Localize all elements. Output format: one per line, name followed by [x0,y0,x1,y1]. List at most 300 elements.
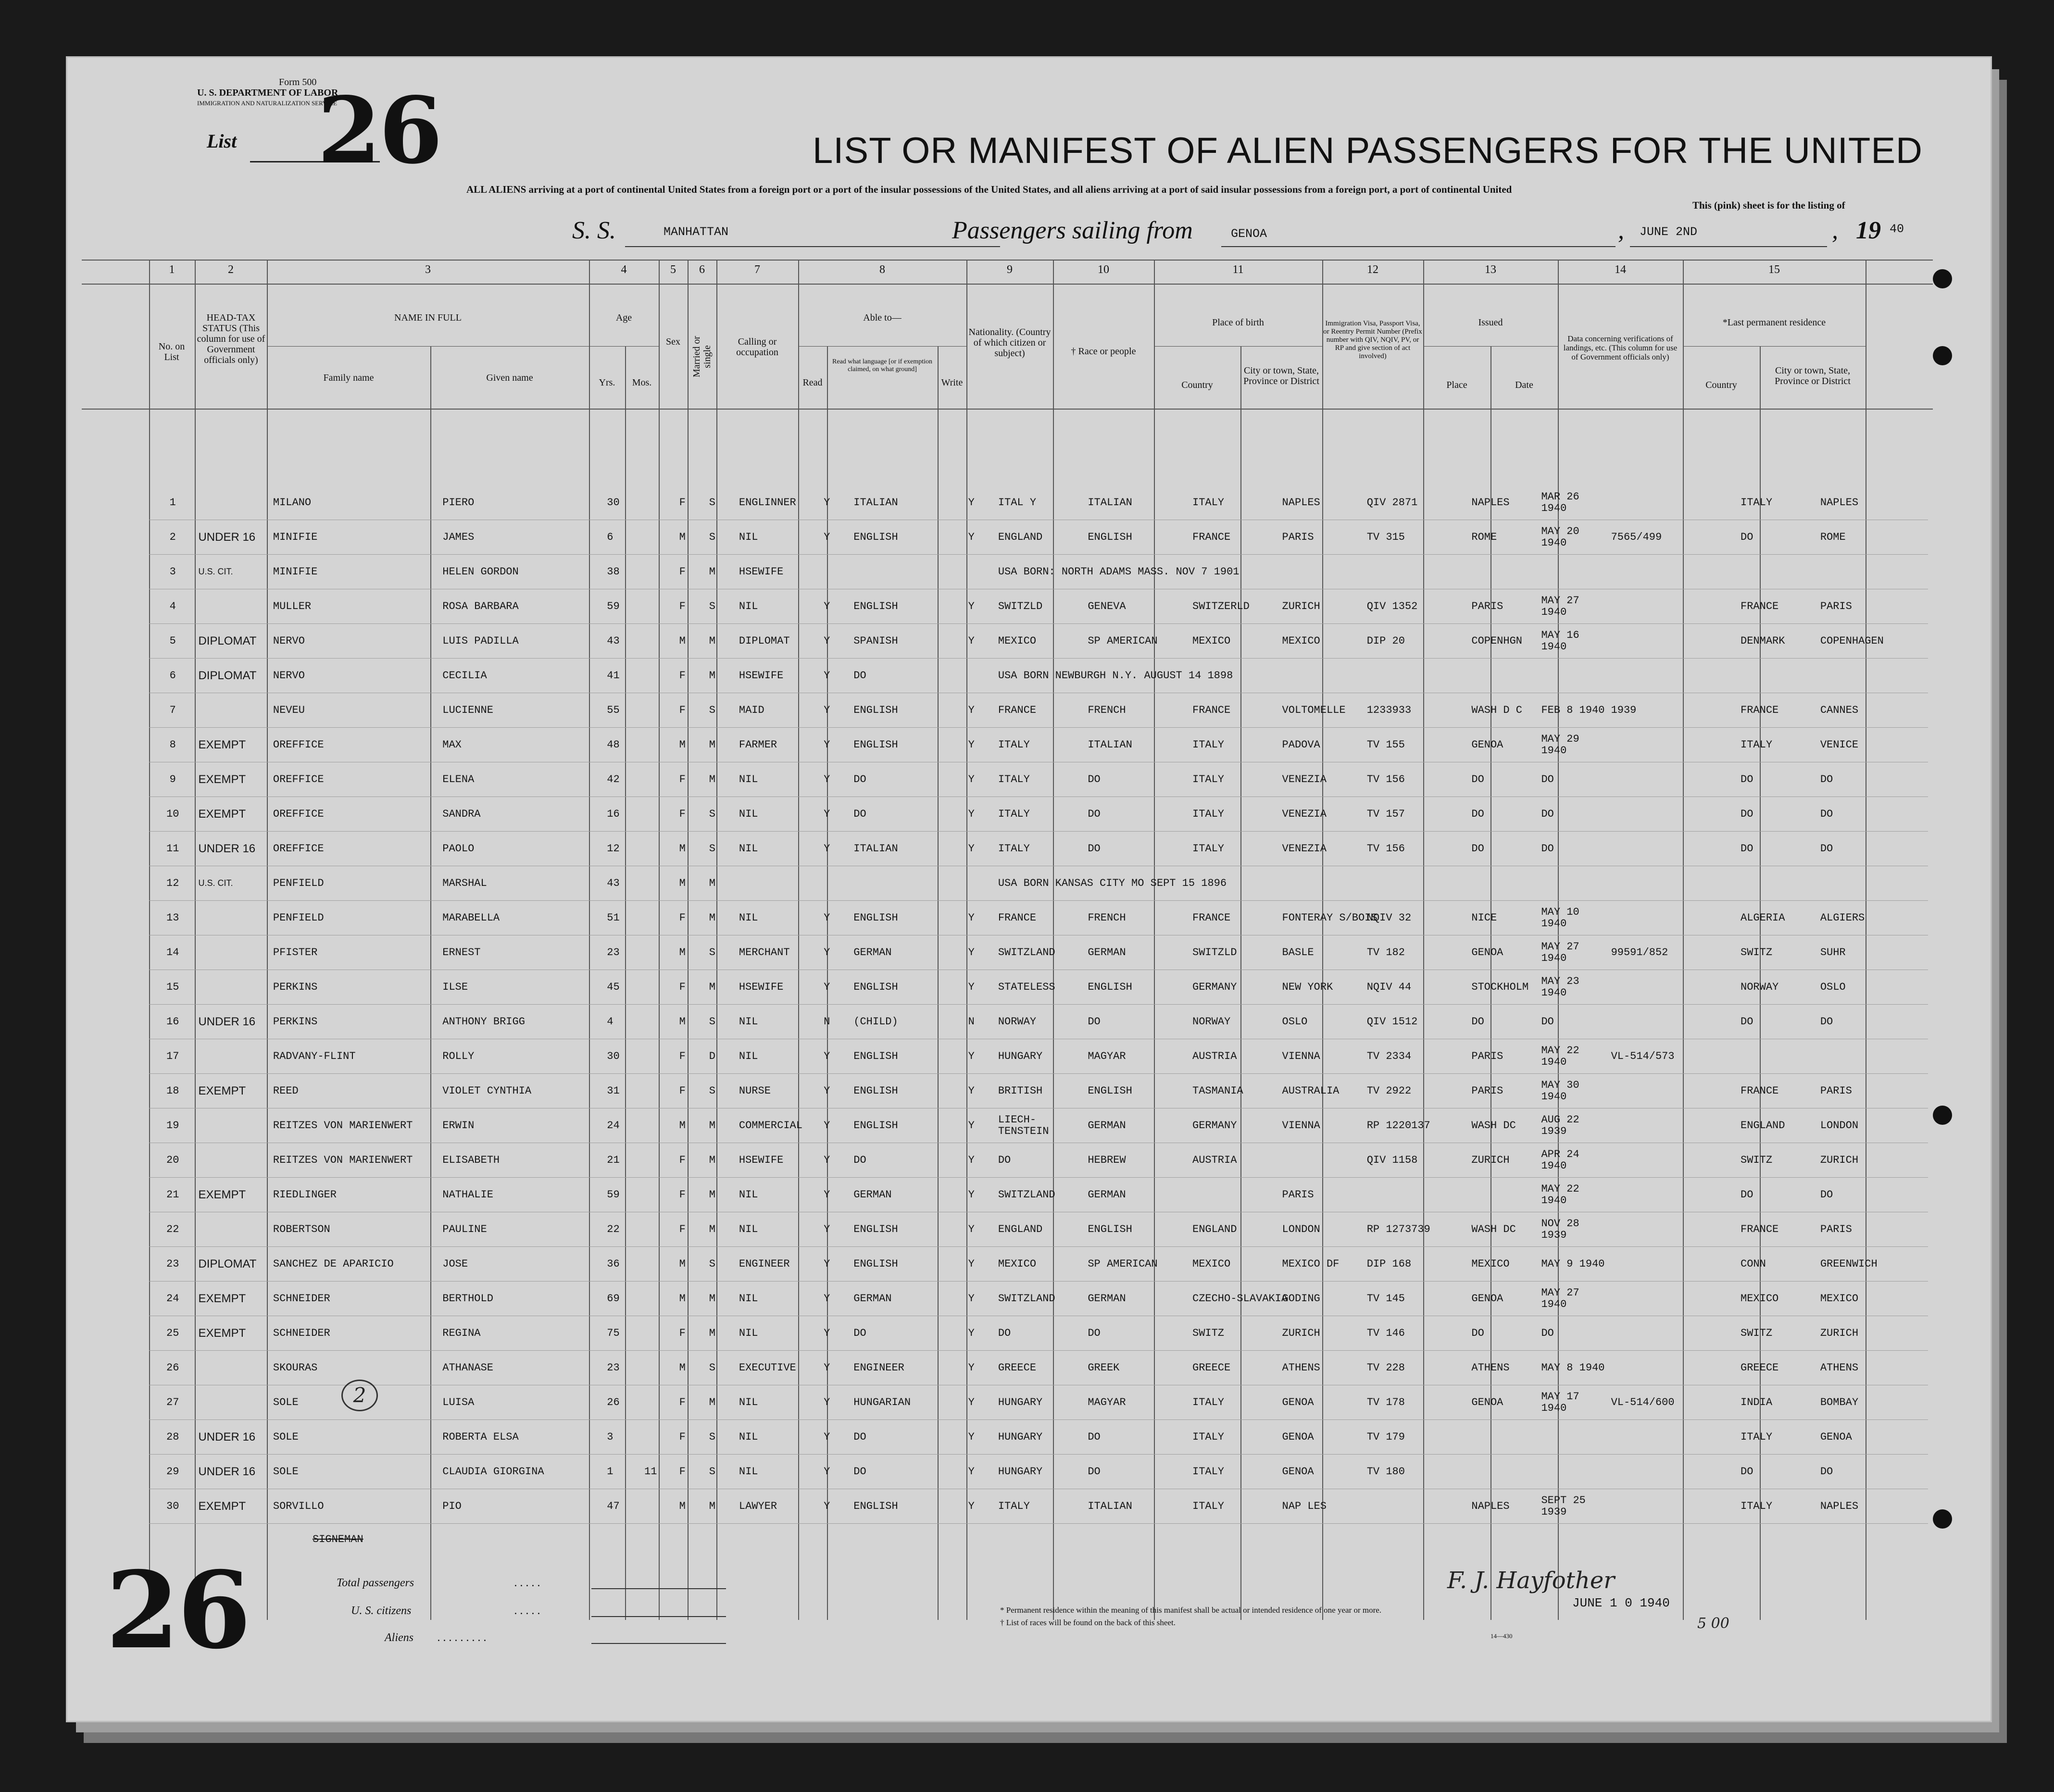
row-number: 8 [169,739,176,751]
birth-city: NAP LES [1282,1500,1327,1512]
issued-date: MAR 26 1940 [1541,490,1579,514]
given-name: ERNEST [442,946,481,958]
given-name: REGINA [442,1327,481,1339]
nationality: FRANCE [998,704,1037,716]
occupation: DIPLOMAT [739,635,790,647]
race: SP AMERICAN [1088,635,1158,647]
can-write: Y [968,1258,975,1270]
head-tax-status: U.S. CIT. [198,878,233,888]
row-number: 10 [166,808,179,820]
col-num: 3 [425,263,431,276]
issued-date: DO [1541,808,1554,820]
issued-date: DO [1541,842,1554,855]
family-name: MILANO [273,497,312,509]
birth-city: PARIS [1282,1189,1314,1201]
head-tax-status: DIPLOMAT [198,1257,257,1270]
race: ITALIAN [1088,1500,1132,1512]
table-row [149,1074,1928,1108]
family-name: REED [273,1085,299,1097]
age-months [642,1212,677,1247]
issued-date [1539,1420,1609,1455]
visa-number: TV 178 [1366,1396,1405,1408]
can-read: Y [824,1293,830,1305]
subtitle-line2: This (pink) sheet is for the listing of [1692,199,1845,211]
sex: F [679,981,686,993]
col-header-family: Family name [323,373,374,383]
birth-city: VENEZIA [1282,843,1327,855]
birth-country: SWITZERLD [1192,600,1250,612]
col-header-married: Married or single [691,336,713,378]
verification-data [1609,901,1739,935]
read-language: DO [853,670,866,682]
family-name: PFISTER [273,946,318,958]
issued-date: DO [1541,1327,1554,1339]
head-tax-status: DIPLOMAT [198,669,257,682]
service-name: IMMIGRATION AND NATURALIZATION SERVICE [197,100,338,107]
age-years: 4 [607,1016,614,1028]
birth-city: GODING [1282,1293,1320,1305]
row-number: 29 [166,1466,179,1478]
read-language: ENGLISH [853,704,898,716]
occupation: HSEWIFE [739,566,784,578]
residence-city: CANNES [1820,704,1859,716]
birth-city: VENEZIA [1282,773,1327,785]
family-name: MINIFIE [273,566,318,578]
residence-city: MEXICO [1820,1293,1859,1305]
residence-city: LONDON [1820,1120,1859,1132]
col-num: 1 [169,263,175,276]
issued-place [1469,1420,1539,1455]
race: ENGLISH [1088,981,1132,993]
verification-data [1609,832,1739,866]
col-header-sex: Sex [666,336,680,347]
age-months [642,485,677,520]
given-name: ROSA BARBARA [442,600,519,612]
issued-place: ZURICH [1471,1154,1510,1166]
row-number: 16 [166,1016,179,1028]
sex: F [679,1431,686,1443]
birth-country: TASMANIA [1192,1085,1243,1097]
visa-number: RP 1220137 [1366,1120,1430,1132]
can-write: Y [968,1050,975,1062]
binder-hole [1933,1106,1952,1125]
col-header-visa: Immigration Visa, Passport Visa, or Reentry Permit Number (Prefix number with QIV, NQIV, PV, or RP and give section of act involved) [1323,320,1422,360]
subhdr-rule [1423,346,1558,347]
subhdr-rule [798,346,966,347]
birth-country [1190,1178,1280,1212]
can-write: N [968,1016,975,1028]
age-years: 59 [607,600,620,612]
age-months [642,901,677,935]
visa-number: RP 1273739 [1366,1223,1430,1235]
race: HEBREW [1088,1154,1126,1166]
can-read [822,555,852,589]
verification-data [1609,485,1739,520]
family-name: RADVANY-FLINT [273,1050,356,1062]
can-write: Y [968,704,975,716]
age-months [642,1247,677,1282]
birth-country: ITALY [1192,1466,1225,1478]
marital-status: D [709,1050,715,1062]
table-row [149,1108,1928,1143]
year-suffix: 40 [1890,222,1904,236]
residence-city: ROME [1820,531,1846,543]
residence-city: PARIS [1820,600,1852,612]
given-name: NATHALIE [442,1189,493,1201]
residence-country: ITALY [1741,739,1773,751]
age-years: 12 [607,843,620,855]
race: DO [1088,1327,1101,1339]
head-tax-status [196,970,271,1005]
occupation: MAID [739,704,764,716]
verification-data [1609,1489,1739,1524]
issued-date [1539,1455,1609,1489]
race: DO [1088,1466,1101,1478]
birth-city: PARIS [1282,531,1314,543]
residence-city: ALGIERS [1820,912,1865,924]
table-row [149,1385,1928,1420]
can-read: Y [824,1500,830,1512]
row-number: 6 [169,670,176,682]
residence-city: NAPLES [1820,497,1859,509]
family-name: NEVEU [273,704,305,716]
sex: F [679,600,686,612]
read-language: DO [853,1431,866,1443]
sex: F [679,704,686,716]
birth-city: VENEZIA [1282,808,1327,820]
col-header-age: Age [615,312,632,323]
can-write: Y [968,600,975,612]
stray-typed-text: SIGNEMAN [313,1533,363,1545]
us-citizens-line [591,1616,726,1617]
aliens-label: Aliens [385,1631,413,1644]
col-header-issued-place: Place [1446,380,1467,390]
race: DO [1088,808,1101,820]
family-name: MINIFIE [273,531,318,543]
row-number: 9 [169,773,176,785]
birth-country: ITALY [1192,843,1225,855]
issued-date: DO [1541,1015,1554,1028]
read-language: ENGLISH [853,1050,898,1062]
visa-number: TV 182 [1366,946,1405,958]
issued-place [1469,1455,1539,1489]
date-underline [1630,246,1827,247]
nationality: USA BORN KANSAS CITY MO SEPT 15 1896 [998,877,1227,889]
given-name: VIOLET CYNTHIA [442,1085,532,1097]
race: ITALIAN [1088,497,1132,509]
visa-number: TV 157 [1366,808,1405,820]
row-number: 27 [166,1396,179,1408]
age-years: 55 [607,704,620,716]
aliens-line [591,1643,726,1644]
marital-status: M [709,912,715,924]
issued-place: NAPLES [1471,497,1510,509]
given-name: JAMES [442,531,475,543]
marital-status: S [709,600,715,612]
port-underline [1221,246,1616,247]
sex: F [679,1189,686,1201]
issued-place: WASH D C [1471,704,1522,716]
issued-place: PARIS [1471,600,1503,612]
can-write [966,866,996,901]
table-row [149,901,1928,935]
subhdr-rule [267,346,589,347]
occupation: NIL [739,1223,758,1235]
read-language [852,555,966,589]
given-name: ROLLY [442,1050,475,1062]
race: ENGLISH [1088,1223,1132,1235]
sex: M [679,1120,686,1132]
subhdr-rule [1683,346,1866,347]
residence-country: ALGERIA [1741,912,1785,924]
residence-country: DO [1741,1466,1753,1478]
marital-status: M [709,773,715,785]
nationality: SWITZLD [998,600,1043,612]
age-months: 11 [644,1466,657,1478]
nationality: DO [998,1154,1011,1166]
age-years: 23 [607,946,620,958]
residence-country: ITALY [1741,1431,1773,1443]
verification-data [1609,589,1739,624]
col-header-res-country: Country [1705,380,1737,390]
residence-country: DENMARK [1741,635,1785,647]
head-tax-status [196,1212,271,1247]
table-row [149,970,1928,1005]
col-num: 5 [670,263,676,276]
sex: F [679,773,686,785]
residence-city: NAPLES [1820,1500,1859,1512]
footer-list-number: 26 [106,1548,250,1672]
marital-status: S [709,1431,715,1443]
visa-number: QIV 1158 [1366,1154,1418,1166]
table-row [149,589,1928,624]
form-number: Form 500 [279,77,317,87]
read-language: ENGLISH [853,1120,898,1132]
race: GERMAN [1088,946,1126,958]
birth-country: ITALY [1192,497,1225,509]
head-tax-status: EXEMPT [198,772,246,786]
issued-place: GENOA [1471,946,1503,958]
birth-country: CZECHO-SLAVAKIA [1192,1293,1288,1305]
issued-date: MAY 27 1940 [1541,594,1579,618]
sex: M [679,531,686,543]
can-write: Y [968,1293,975,1305]
issued-place: PARIS [1471,1050,1503,1062]
birth-city: VIENNA [1282,1120,1320,1132]
head-tax-status: EXEMPT [198,1188,246,1201]
col-num: 6 [699,263,705,276]
given-name: MARABELLA [442,912,500,924]
birth-city: ATHENS [1282,1362,1320,1374]
head-tax-status [196,1143,271,1178]
nationality: ITALY [998,739,1030,751]
age-years: 75 [607,1327,620,1339]
nationality: ITAL Y [998,497,1037,509]
issued-date: AUG 22 1939 [1541,1113,1579,1137]
age-years: 41 [607,670,620,682]
given-name: PIERO [442,497,475,509]
visa-number [1365,1489,1470,1524]
residence-country: SWITZ [1741,1154,1773,1166]
birth-city [1280,1143,1365,1178]
can-read: Y [824,773,830,785]
can-read: Y [824,1120,830,1132]
issued-place: WASH DC [1471,1223,1516,1235]
can-read: Y [824,1396,830,1408]
nationality: SWITZLAND [998,946,1055,958]
stamp-note: 5 00 [1697,1615,1729,1632]
family-name: RIEDLINGER [273,1189,337,1201]
visa-number: TV 2922 [1366,1085,1412,1097]
inspector-signature: F. J. Hayfother [1447,1567,1615,1594]
table-row [149,797,1928,832]
footnote-races: † List of races will be found on the back of this sheet. [1000,1618,1176,1627]
circled-number: 2 [341,1380,378,1411]
issued-place: DO [1471,843,1484,855]
verification-data [1609,1143,1739,1178]
verification-data: 1939 [1611,704,1637,716]
table-row [149,1247,1928,1282]
head-tax-status: UNDER 16 [198,1430,256,1444]
nationality: ENGLAND [998,1223,1043,1235]
residence-city: GENOA [1820,1431,1852,1443]
sex: F [679,670,686,682]
col-header-mos: Mos. [632,377,652,388]
race: DO [1088,773,1101,785]
given-name: MAX [442,739,462,751]
row-number: 14 [166,946,179,958]
race: ENGLISH [1088,1085,1132,1097]
birth-city: ZURICH [1282,1327,1320,1339]
family-name: OREFFICE [273,843,324,855]
col-header-read: Read [802,377,823,388]
residence-country: DO [1741,843,1753,855]
birth-country: ITALY [1192,739,1225,751]
binder-hole [1933,346,1952,365]
col-num: 7 [754,263,760,276]
visa-number: TV 156 [1366,773,1405,785]
can-read: Y [824,1050,830,1062]
birth-country: NORWAY [1192,1016,1231,1028]
can-read: Y [824,1258,830,1270]
row-number: 4 [169,600,176,612]
age-months [642,970,677,1005]
given-name: ERWIN [442,1120,475,1132]
occupation: NIL [739,1016,758,1028]
col-header-res-city: City or town, State, Province or District [1775,365,1851,386]
head-tax-status [196,1385,271,1420]
table-row [149,1420,1928,1455]
sex: M [679,843,686,855]
occupation: NIL [739,808,758,820]
residence-country: DO [1741,808,1753,820]
subtitle-line1: ALL ALIENS arriving at a port of continental United States from a foreign port or a port of the insular possessions of the United States, and all aliens arriving at a port of said insular possessions from a foreign port, a port of continental United [466,184,1512,195]
visa-number: TV 2334 [1366,1050,1412,1062]
birth-country: FRANCE [1192,704,1231,716]
given-name: LUISA [442,1396,475,1408]
table-row [149,624,1928,659]
issued-place: ROME [1471,531,1497,543]
marital-status: M [709,1293,715,1305]
age-years: 42 [607,773,620,785]
issued-date: MAY 29 1940 [1541,733,1579,757]
col-num: 4 [621,263,627,276]
issued-place: MEXICO [1471,1258,1510,1270]
birth-city: FONTERAY S/BOIS [1282,912,1378,924]
birth-city: PADOVA [1282,739,1320,751]
race: ENGLISH [1088,531,1132,543]
read-language: DO [853,1327,866,1339]
given-name: SANDRA [442,808,481,820]
occupation: NIL [739,1466,758,1478]
nationality: FRANCE [998,912,1037,924]
row-number: 22 [166,1223,179,1235]
verification-data [1609,1282,1739,1316]
row-number: 24 [166,1293,179,1305]
age-years: 59 [607,1189,620,1201]
race: MAGYAR [1088,1050,1126,1062]
age-months [642,1074,677,1108]
col-header-birthplace: Place of birth [1212,317,1264,328]
can-read: Y [824,1223,830,1235]
marital-status: M [709,981,715,993]
row-number: 18 [166,1085,179,1097]
marital-status: S [709,497,715,509]
can-read: Y [824,1189,830,1201]
comma-sep: , [1832,217,1838,244]
occupation: HSEWIFE [739,981,784,993]
given-name: PAOLO [442,843,475,855]
marital-status: M [709,1154,715,1166]
head-tax-status [196,1351,271,1385]
residence-country: DO [1741,1189,1753,1201]
occupation [737,866,822,901]
table-row [149,1212,1928,1247]
given-name: PAULINE [442,1223,487,1235]
marital-status: M [709,1120,715,1132]
can-write: Y [968,1327,975,1339]
birth-city: LONDON [1282,1223,1320,1235]
given-name: LUIS PADILLA [442,635,519,647]
nationality: ITALY [998,843,1030,855]
visa-number: QIV 2871 [1366,497,1418,509]
sex: F [679,1050,686,1062]
race: ITALIAN [1088,739,1132,751]
table-row [149,1005,1928,1039]
head-tax-status [196,485,271,520]
print-code: 14—430 [1490,1632,1513,1640]
can-write [966,555,996,589]
marital-status: S [709,531,715,543]
age-months [642,1316,677,1351]
can-read: Y [824,1085,830,1097]
table-row [149,1282,1928,1316]
race: GERMAN [1088,1189,1126,1201]
age-months [642,1385,677,1420]
total-passengers-line [591,1588,726,1589]
col-header-yrs: Yrs. [599,377,615,388]
occupation: NIL [739,773,758,785]
age-years: 23 [607,1362,620,1374]
visa-number: 1233933 [1366,704,1412,716]
visa-number: QIV 1512 [1366,1016,1418,1028]
sex: F [679,1154,686,1166]
birth-country: ENGLAND [1192,1223,1237,1235]
col-num: 2 [228,263,234,276]
head-tax-status: UNDER 16 [198,530,256,544]
can-write: Y [968,981,975,993]
given-name: ROBERTA ELSA [442,1431,519,1443]
